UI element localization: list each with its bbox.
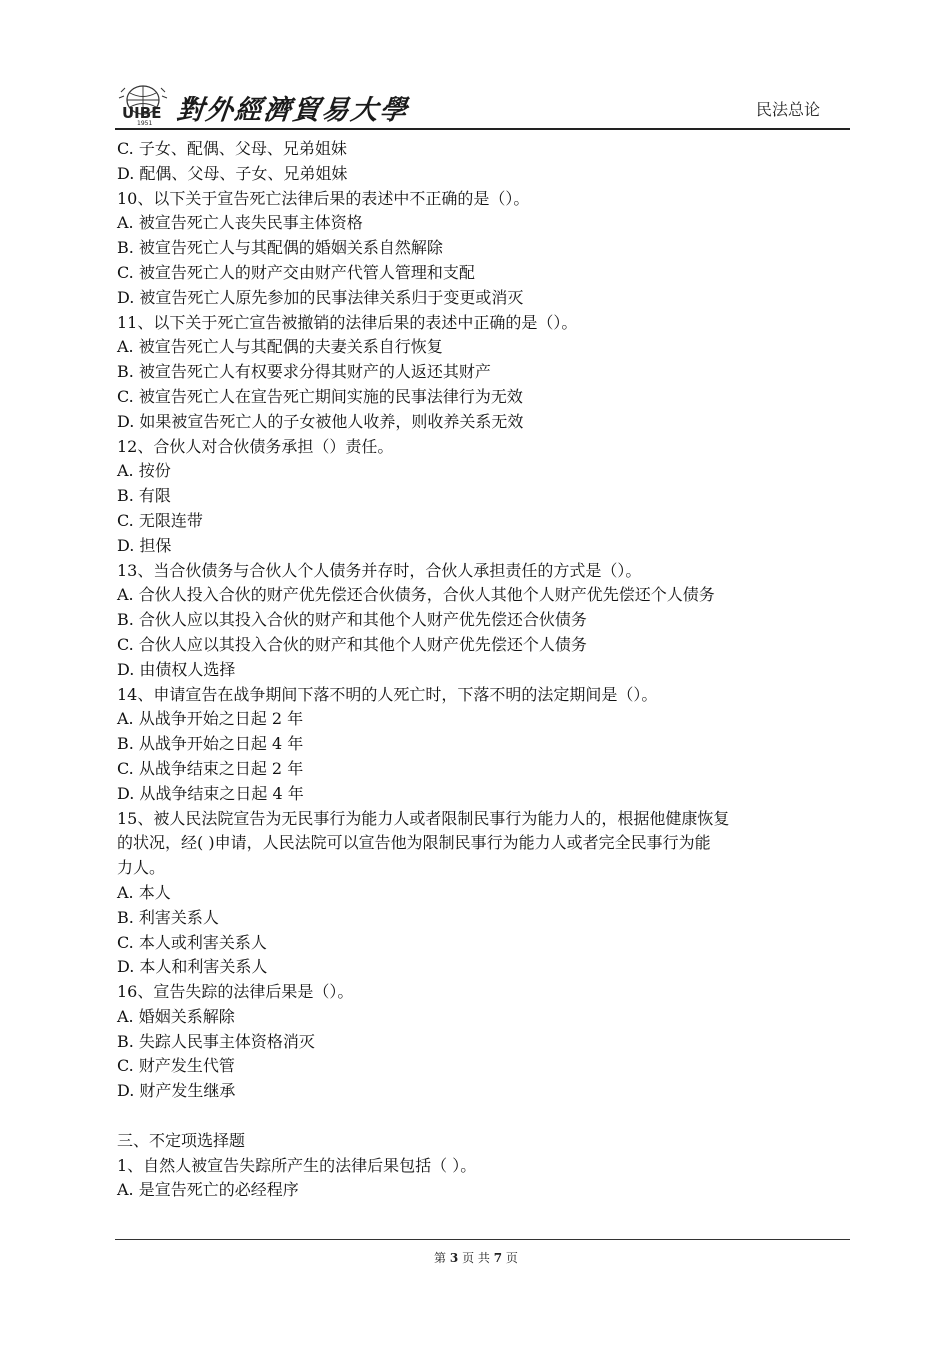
text-line: 力人。 bbox=[117, 858, 166, 878]
text-line: B. 合伙人应以其投入合伙的财产和其他个人财产优先偿还合伙债务 bbox=[117, 610, 587, 630]
text-line: C. 被宣告死亡人的财产交由财产代管人管理和支配 bbox=[117, 262, 475, 282]
text-line: C. 合伙人应以其投入合伙的财产和其他个人财产优先偿还个人债务 bbox=[117, 634, 587, 654]
text-line: 的状况，经( )申请，人民法院可以宣告他为限制民事行为能力人或者完全民事行为能 bbox=[117, 833, 711, 853]
logo-year: 1951 bbox=[137, 120, 153, 126]
section-title: 三、不定项选择题 bbox=[117, 1130, 246, 1150]
question-13: 13、当合伙债务与合伙人个人债务并存时，合伙人承担责任的方式是（）。 bbox=[117, 560, 642, 580]
text-line: D. 被宣告死亡人原先参加的民事法律关系归于变更或消灭 bbox=[117, 287, 524, 307]
footer-suffix: 页 bbox=[505, 1251, 518, 1265]
logo-text: UIBE bbox=[122, 104, 162, 122]
course-name: 民法总论 bbox=[755, 100, 820, 119]
text-line: B. 利害关系人 bbox=[117, 907, 219, 927]
text-line: A. 本人 bbox=[117, 882, 171, 902]
text-line: C. 无限连带 bbox=[117, 510, 203, 530]
question-1: 1、自然人被宣告失踪所产生的法律后果包括（ ）。 bbox=[117, 1155, 477, 1175]
text-line: C. 子女、配偶、父母、兄弟姐妹 bbox=[117, 139, 347, 158]
university-logo-icon bbox=[115, 78, 175, 126]
text-line: A. 被宣告死亡人与其配偶的夫妻关系自行恢复 bbox=[117, 337, 443, 357]
text-line: C. 财产发生代管 bbox=[117, 1056, 235, 1076]
text-line: B. 失踪人民事主体资格消灭 bbox=[117, 1031, 315, 1051]
text-line: A. 合伙人投入合伙的财产优先偿还合伙债务，合伙人其他个人财产优先偿还个人债务 bbox=[117, 585, 715, 605]
page-number: 3 bbox=[449, 1251, 459, 1265]
question-10: 10、以下关于宣告死亡法律后果的表述中不正确的是（）。 bbox=[117, 188, 530, 208]
footer-prefix: 第 bbox=[434, 1251, 447, 1265]
question-16: 16、宣告失踪的法律后果是（）。 bbox=[117, 982, 354, 1002]
text-line: A. 按份 bbox=[117, 461, 171, 481]
text-line: B. 被宣告死亡人与其配偶的婚姻关系自然解除 bbox=[117, 238, 443, 258]
text-line: A. 被宣告死亡人丧失民事主体资格 bbox=[117, 213, 363, 233]
text-line: D. 由债权人选择 bbox=[117, 659, 236, 679]
text-line: B. 从战争开始之日起 4 年 bbox=[117, 734, 304, 754]
text-line: D. 担保 bbox=[117, 535, 172, 555]
question-14: 14、申请宣告在战争期间下落不明的人死亡时，下落不明的法定期间是（）。 bbox=[117, 684, 658, 704]
question-11: 11、以下关于死亡宣告被撤销的法律后果的表述中正确的是（）。 bbox=[117, 312, 578, 332]
text-line: D. 如果被宣告死亡人的子女被他人收养，则收养关系无效 bbox=[117, 411, 524, 431]
text-line: D. 本人和利害关系人 bbox=[117, 957, 268, 977]
text-line: B. 被宣告死亡人有权要求分得其财产的人返还其财产 bbox=[117, 362, 491, 382]
question-15: 15、被人民法院宣告为无民事行为能力人或者限制民事行为能力人的，根据他健康恢复 bbox=[117, 808, 730, 828]
footer-middle: 页 共 bbox=[462, 1251, 490, 1265]
page-footer bbox=[0, 1249, 952, 1266]
question-list bbox=[117, 137, 853, 1203]
text-line: B. 有限 bbox=[117, 486, 171, 506]
text-line: A. 从战争开始之日起 2 年 bbox=[117, 709, 304, 729]
blank-line bbox=[117, 1104, 853, 1129]
question-12: 12、合伙人对合伙债务承担（）责任。 bbox=[117, 436, 394, 456]
school-name: 對外經濟貿易大學 bbox=[175, 95, 411, 126]
footer-divider bbox=[115, 1239, 850, 1240]
text-line: D. 配偶、父母、子女、兄弟姐妹 bbox=[117, 163, 348, 183]
text-line: D. 财产发生继承 bbox=[117, 1081, 236, 1101]
text-line: D. 从战争结束之日起 4 年 bbox=[117, 783, 304, 803]
text-line: C. 被宣告死亡人在宣告死亡期间实施的民事法律行为无效 bbox=[117, 386, 523, 406]
text-line: C. 从战争结束之日起 2 年 bbox=[117, 758, 304, 778]
page-total: 7 bbox=[493, 1251, 503, 1265]
page-header bbox=[115, 78, 850, 130]
text-line: A. 婚姻关系解除 bbox=[117, 1006, 235, 1026]
text-line: C. 本人或利害关系人 bbox=[117, 932, 267, 952]
text-line: A. 是宣告死亡的必经程序 bbox=[117, 1180, 299, 1200]
